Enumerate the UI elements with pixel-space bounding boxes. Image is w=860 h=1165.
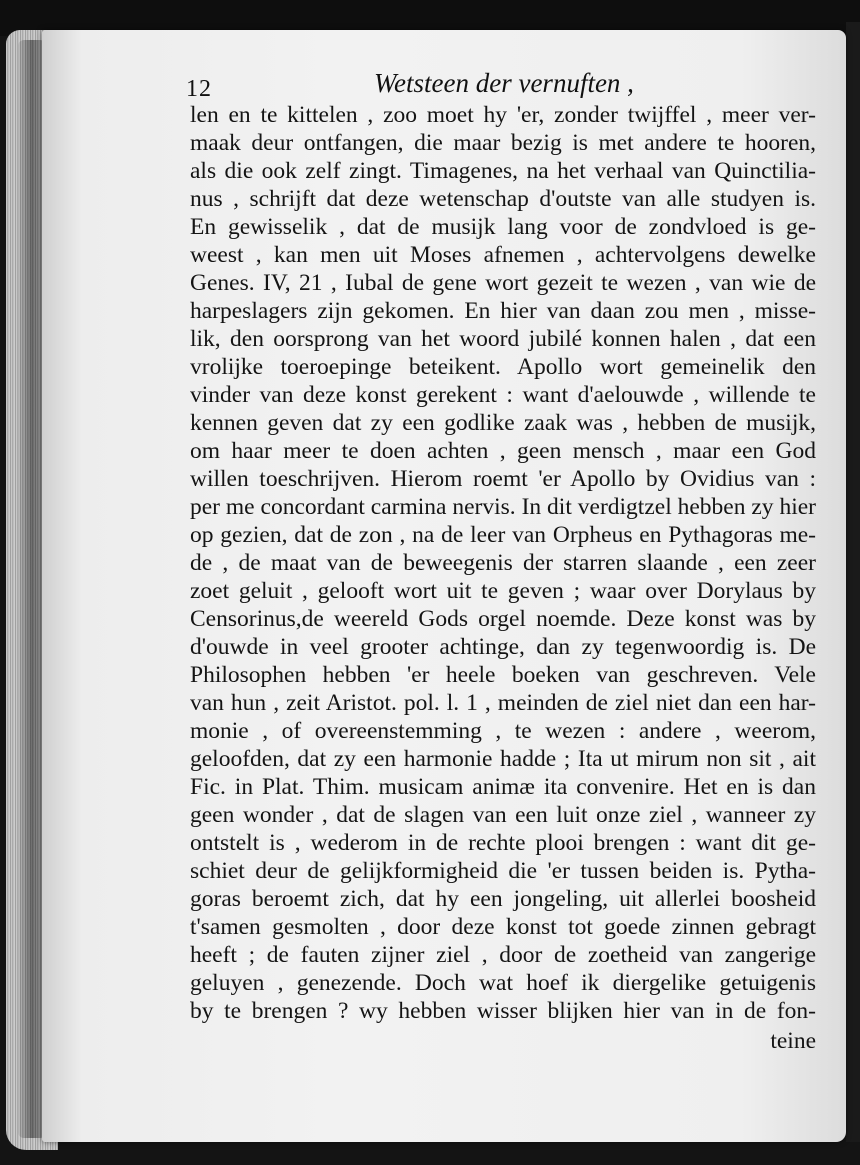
text-line: goras beroemt zich, dat hy een jongeling, uit allerlei boosheid: [190, 886, 816, 912]
text-line: op gezien, dat de zon , na de leer van Orpheus en Pythagoras me-: [190, 522, 816, 548]
page-number: 12: [186, 76, 212, 102]
running-head: Wetsteen der vernuften ,: [374, 68, 634, 98]
text-line: maak deur ontfangen, die maar bezig is met andere te hooren,: [190, 130, 816, 156]
text-line: geloofden, dat zy een harmonie hadde ; Ita ut mirum non sit , ait: [190, 746, 816, 772]
text-line: als die ook zelf zingt. Timagenes, na het verhaal van Quinctilia-: [190, 158, 816, 184]
background-right: [846, 22, 860, 1142]
text-line: zoet geluit , gelooft wort uit te geven ; waar over Dorylaus by: [190, 578, 816, 604]
text-line: len en te kittelen , zoo moet hy 'er, zonder twijffel , meer ver-: [190, 102, 816, 128]
text-line: de , de maat van de beweegenis der starren slaande , een zeer: [190, 550, 816, 576]
text-line: willen toeschrijven. Hierom roemt 'er Apollo by Ovidius van :: [190, 466, 816, 492]
text-line: Genes. IV, 21 , Iubal de gene wort gezeit te wezen , van wie de: [190, 270, 816, 296]
text-line: Censorinus,de weereld Gods orgel noemde. Deze konst was by: [190, 606, 816, 632]
text-line: kennen geven dat zy een godlike zaak was , hebben de musijk,: [190, 410, 816, 436]
text-line: En gewisselik , dat de musijk lang voor de zondvloed is ge-: [190, 214, 816, 240]
text-line: per me concordant carmina nervis. In dit verdigtzel hebben zy hier: [190, 494, 816, 520]
text-line: vinder van deze konst gerekent : want d'aelouwde , willende te: [190, 382, 816, 408]
text-line: by te brengen ? wy hebben wisser blijken hier van in de fon-: [190, 998, 816, 1024]
text-line: om haar meer te doen achten , geen mensch , maar een God: [190, 438, 816, 464]
text-line: monie , of overeenstemming , te wezen : andere , weerom,: [190, 718, 816, 744]
text-line: lik, den oorsprong van het woord jubilé konnen halen , dat een: [190, 326, 816, 352]
text-line: ontstelt is , wederom in de rechte plooi brengen : want dit ge-: [190, 830, 816, 856]
text-line: weest , kan men uit Moses afnemen , achtervolgens dewelke: [190, 242, 816, 268]
text-line: vrolijke toeroepinge beteikent. Apollo wort gemeinelik den: [190, 354, 816, 380]
text-line: nus , schrijft dat deze wetenschap d'outste van alle studyen is.: [190, 186, 816, 212]
text-line: geluyen , genezende. Doch wat hoef ik diergelike getuigenis: [190, 970, 816, 996]
catchword: teine: [770, 1028, 816, 1054]
text-line: Fic. in Plat. Thim. musicam animæ ita convenire. Het en is dan: [190, 774, 816, 800]
text-line: d'ouwde in veel grooter achtinge, dan zy tegenwoordig is. De: [190, 634, 816, 660]
text-line: schiet deur de gelijkformigheid die 'er tussen beiden is. Pytha-: [190, 858, 816, 884]
text-line: Philosophen hebben 'er heele boeken van geschreven. Vele: [190, 662, 816, 688]
text-line: heeft ; de fauten zijner ziel , door de zoetheid van zangerige: [190, 942, 816, 968]
text-line: geen wonder , dat de slagen van een luit onze ziel , wanneer zy: [190, 802, 816, 828]
text-line: t'samen gesmolten , door deze konst tot goede zinnen gebragt: [190, 914, 816, 940]
text-line: van hun , zeit Aristot. pol. l. 1 , meinden de ziel niet dan een har-: [190, 690, 816, 716]
text-line: harpeslagers zijn gekomen. En hier van daan zou men , misse-: [190, 298, 816, 324]
